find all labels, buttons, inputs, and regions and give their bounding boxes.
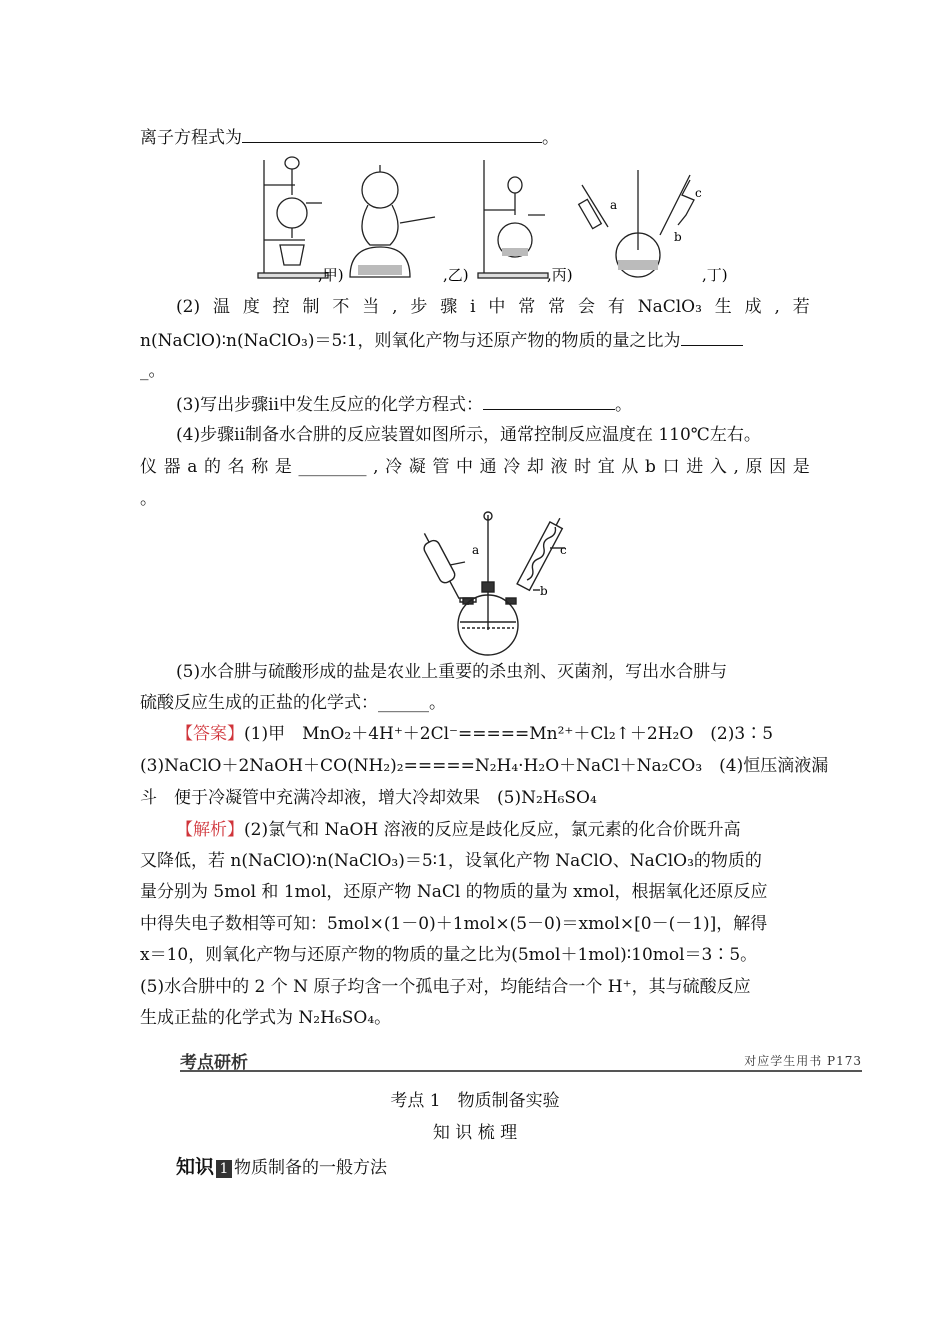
ratio-blank [681,327,743,346]
analysis-line3: 量分别为 5mol 和 1mol，还原产物 NaCl 的物质的量为 xmol，根据氧化还原反应 [140,882,768,902]
q4-word: 通 [479,457,497,477]
knowledge-badge: 知识 [176,1156,215,1178]
q4-word: 进 [686,457,704,477]
q2-word: 步 [410,297,428,317]
q4-word: 却 [526,457,544,477]
q4-word: 中 [456,457,474,477]
answer-line2: (3)NaClO＋2NaOH＋CO(NH₂)₂=====N₂H₄·H₂O＋NaCl＋Na₂CO₃ (4)恒压滴液漏 [140,756,829,776]
q4-word: 仪 [140,457,157,477]
q4-word: 原 [745,457,763,477]
apparatus-yi [350,165,435,277]
label-a-small: a [610,198,618,212]
q3-line: (3)写出步骤ⅱ中发生反应的化学方程式： 。 [176,391,810,417]
q2-word: 成 [744,297,762,317]
q2-word: 不 [332,297,350,317]
q2-word: 有 [607,297,625,317]
answer-blank [242,124,542,143]
q2-word: (2) [176,297,201,317]
q2-word: 会 [577,297,595,317]
analysis-tag: 【解析】 [176,820,244,840]
q4-word: 因 [769,457,787,477]
apparatus-ding [579,170,694,277]
q2-word: 温 [212,297,230,317]
q4-word: 冷 [503,457,521,477]
label-bing: ,丙) [547,266,573,284]
knowledge-number: 1 [216,1160,232,1178]
q5-line1: (5)水合肼与硫酸形成的盐是农业上重要的杀虫剂、灭菌剂，写出水合肼与 [176,662,728,682]
q2-word: 当 [362,297,380,317]
q4-word: 凝 [408,457,426,477]
q2-word: 生 [714,297,732,317]
q4-word: 是 [274,457,292,477]
answer-line1: 【答案】(1)甲 MnO₂＋4H⁺＋2Cl⁻=====Mn²⁺＋Cl₂↑＋2H₂O (2)3∶5 [176,724,774,744]
answer-tag: 【答案】 [176,724,244,744]
q4-word: b [645,457,656,477]
q2-word: ⅰ [470,297,476,317]
q4-word: 入 [709,457,727,477]
q4-word: 时 [574,457,592,477]
q4-word: a [187,457,198,477]
q2-word: 常 [518,297,536,317]
label-a: a [472,543,480,557]
q2-line3: _。 [140,361,166,381]
banner-title: 考点研析 [180,1053,248,1073]
q4-line1: (4)步骤ⅱ制备水合肼的反应装置如图所示，通常控制反应温度在 110℃左右。 [176,425,761,445]
label-c-small: c [695,186,702,200]
q2-word: 中 [488,297,506,317]
apparatus-jia [258,157,328,278]
q4-word: 管 [432,457,450,477]
q4-word: 口 [662,457,680,477]
q5-line2: 硫酸反应生成的正盐的化学式：______。 [140,693,446,713]
label-jia: ,甲) [318,266,344,284]
q2-word: 制 [302,297,320,317]
q4-word: 的 [204,457,222,477]
analysis-line2: 又降低，若 n(NaClO)∶n(NaClO₃)＝5∶1，设氧化产物 NaClO、NaClO₃的物质的 [140,851,762,871]
apparatus-figure-row [250,155,870,285]
analysis-line7: 生成正盐的化学式为 N₂H₆SO₄。 [140,1008,392,1028]
label-b-small: b [674,230,682,244]
q2-line1 [176,295,810,319]
q2-line2: n(NaClO)∶n(NaClO₃)＝5∶1，则氧化产物与还原产物的物质的量之比为 [140,327,810,353]
intro-text: 离子方程式为 [140,128,242,148]
section-title: 考点 1 物质制备实验 [390,1091,560,1111]
q4-word: 宜 [597,457,615,477]
knowledge-title: 物质制备的一般方法 [234,1158,388,1178]
q4-word: ________ [298,457,367,477]
apparatus-q4-figure [410,510,600,660]
equation-blank [483,391,615,410]
q4-word: 器 [163,457,181,477]
analysis-line5: x＝10，则氧化产物与还原产物的物质的量之比为(5mol＋1mol)∶10mol＝3∶5。 [140,945,758,965]
q2-word: 控 [272,297,290,317]
q2-word: 骤 [440,297,458,317]
label-c: c [560,543,567,557]
q4-word: , [733,457,739,477]
section-banner [180,1048,862,1072]
q4-word: 从 [621,457,639,477]
q2-word: 度 [242,297,260,317]
q4-word: 名 [227,457,245,477]
analysis-line4: 中得失电子数相等可知：5mol×(1－0)＋1mol×(5－0)＝xmol×[0－(－1)]，解得 [140,914,768,934]
q2-word: , [774,297,780,317]
q4-word: , [373,457,379,477]
section-subtitle: 知 识 梳 理 [432,1123,518,1143]
q4-line3: 。 [140,489,157,509]
q4-word: 冷 [385,457,403,477]
analysis-line6: (5)水合肼中的 2 个 N 原子均含一个孤电子对，均能结合一个 H⁺，其与硫酸反应 [140,977,751,997]
q4-line2 [140,455,810,479]
q4-word: 液 [550,457,568,477]
label-yi: ,乙) [443,266,469,284]
answer-line3: 斗 便于冷凝管中充满冷却液，增大冷却效果 (5)N₂H₆SO₄ [140,788,597,808]
q2-word: 若 [792,297,810,317]
apparatus-bing [478,160,548,278]
q2-word: , [392,297,398,317]
q2-word: 常 [548,297,566,317]
analysis-line1: 【解析】(2)氯气和 NaOH 溶液的反应是歧化反应，氯元素的化合价既升高 [176,820,741,840]
label-b: b [540,584,548,598]
intro-line: 离子方程式为 。 [140,124,810,150]
q4-word: 称 [251,457,269,477]
label-ding: ,丁) [702,266,728,284]
q2-word: NaClO₃ [637,297,702,317]
banner-page-ref: 对应学生用书 P173 [744,1054,862,1068]
knowledge-heading [176,1152,387,1179]
q4-word: 是 [792,457,810,477]
